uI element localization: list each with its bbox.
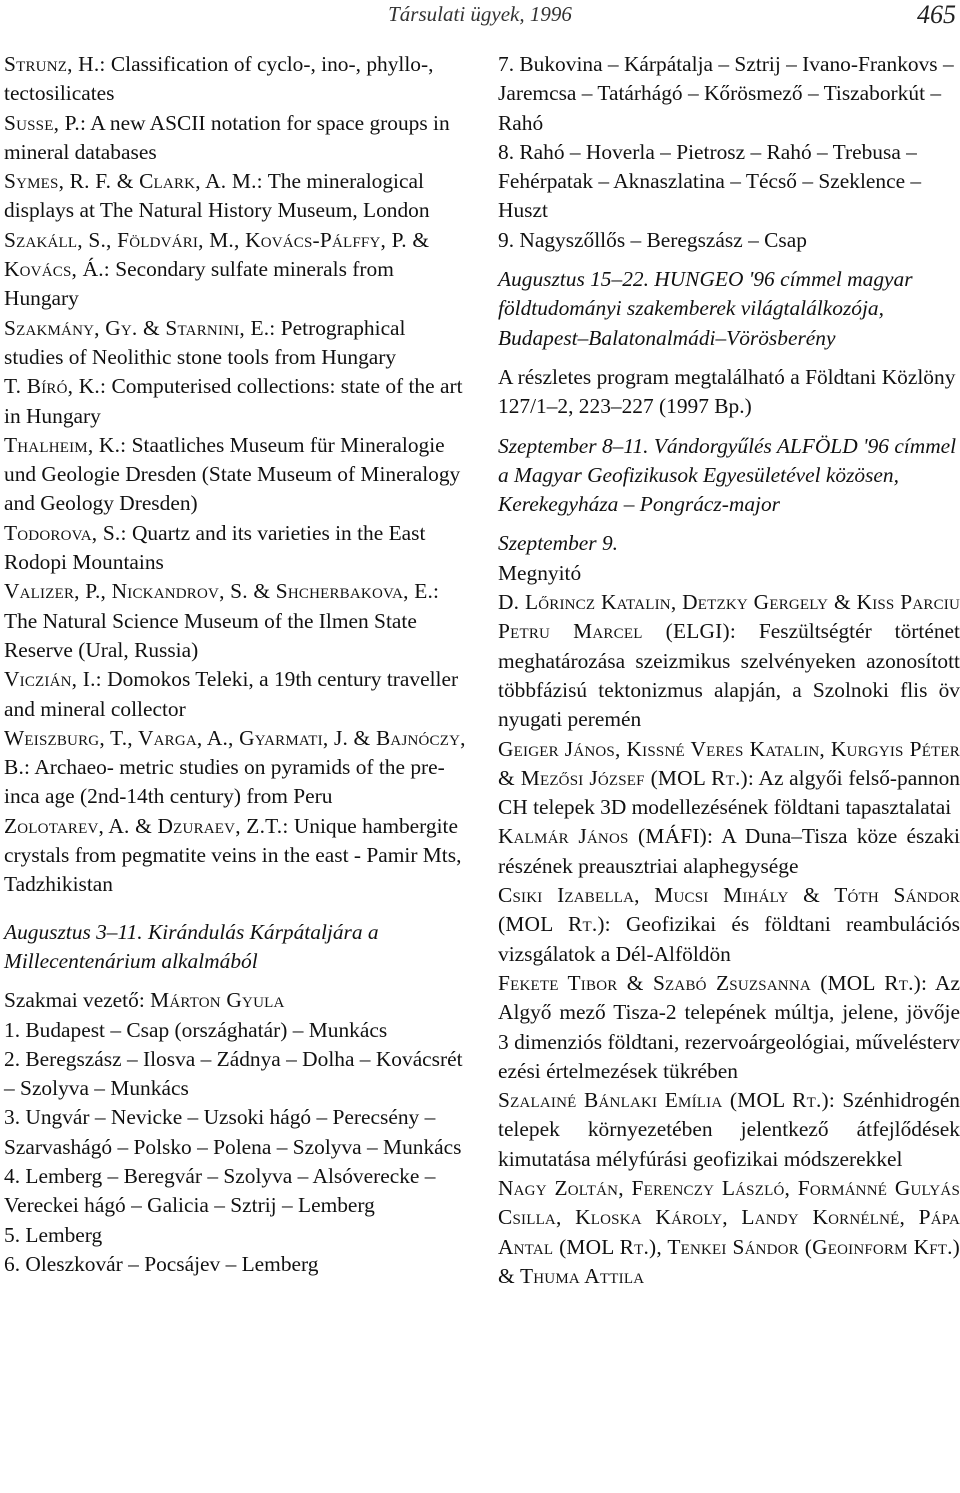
author: Kalmár János (MÁFI): [498,824,714,849]
author: Thalheim, K.: [4,432,127,457]
route-item: 5. Lemberg [4,1222,103,1247]
author: Szakáll, S., Földvári, M., Kovács-Pálffy, P. & Kovács, Á.: [4,227,430,282]
author: Szakmány, Gy. & Starnini, E.: [4,315,276,340]
paper-title: Staatliches Museum für Mineralogie und Geologie Dresden (State Museum of Mineralogy and Geology Dresden) [4,432,461,516]
list-item [4,226,466,314]
list-item [4,314,466,373]
route-item: 7. Bukovina – Kárpátalja – Sztrij – Ivano-Frankovs – Jaremcsa – Tatárhágó – Kőrösmező – Tiszaborkút – Rahó [498,52,954,135]
paper-title: Classification of cyclo-, ino-, phyllo-, tectosilicates [4,52,434,106]
author: T. Bíró, K.: [4,374,107,399]
route-item: 6. Oleszkovár – Pocsájev – Lemberg [4,1251,319,1276]
opening-label: Megnyitó [498,560,582,585]
author: Fekete Tibor & Szabó Zsuzsanna (MOL Rt.): [498,970,928,995]
list-item [4,50,466,109]
paper-title: The Natural Science Museum of the Ilmen State Reserve (Ural, Russia) [4,608,417,662]
list-item [4,109,466,168]
list-item [4,665,466,724]
hungeo-note: A részletes program megtalálható a Földtani Közlöny 127/1–2, 223–227 (1997 Bp.) [498,364,956,419]
spacer [4,900,466,918]
author: Todorova, S.: [4,520,127,545]
sept9-section [498,529,960,1291]
vandorgyules-title: Vándorgyűlés ALFÖLD '96 címmel a Magyar Geofizikusok Egyesületével közösen, Kerekegyháza – Pongrácz-major [498,433,957,517]
author: Szalainé Bánlaki Emília (MOL Rt.): [498,1088,836,1113]
route-item: 9. Nagyszőllős – Beregszász – Csap [498,227,807,252]
route-item: 2. Beregszász – Ilosva – Zádnya – Dolha – Kovácsrét – Szolyva – Munkács [4,1046,463,1101]
paper-title: Secondary sulfate minerals from Hungary [4,257,394,311]
page-number: 465 [917,0,956,29]
paper-title: A new ASCII notation for space groups in mineral databases [4,110,450,164]
excursion-title: Kirándulás Kárpátaljára a Millecentenárium alkalmából [4,919,379,973]
talk-title: A Duna–Tisza köze északi részének preausztriai alaphegysége [498,824,960,878]
vandorgyules-section [498,432,960,520]
route-item: 3. Ungvár – Nevicke – Uzsoki hágó – Perecsény – Szarvashágó – Polsko – Polena – Szolyva – Munkács [4,1105,462,1159]
running-title: Társulati ügyek, 1996 [388,2,572,26]
vandorgyules-date: Szeptember 8–11. [498,433,649,458]
author: Viczián, I.: [4,667,102,692]
running-header [0,0,960,36]
paper-title: Unique hambergite crystals from pegmatite veins in the east - Pamir Mts, Tadzhikistan [4,813,462,897]
author: Susse, P.: [4,110,87,135]
list-item [4,812,466,900]
paper-list [4,50,466,900]
author: Geiger János, Kissné Veres Katalin, Kurgyis Péter & Mezősi József (MOL Rt.): [498,736,960,790]
spacer [4,976,466,986]
paper-title: The mineralogical displays at The Natural History Museum, London [4,169,430,223]
paper-title: Computerised collections: state of the art in Hungary [4,374,463,428]
hungeo-section [498,265,960,421]
list-item [4,724,466,812]
talk-title: Az Algyő mező Tisza-2 telepének múltja, jelene, jövője 3 dimenziós földtani, rezervoárgeológiai, művelésterv​ezési értelmezések tükrében [498,970,960,1083]
hungeo-title: HUNGEO '96 címmel magyar földtudományi szakemberek világtalálkozója, Budapest–Balatonalmádi–Vörösberény [498,267,913,350]
author: Strunz, H.: [4,52,106,76]
author: D. Lőrincz Katalin, Detzky Gergely & Kiss Parciu Petru Marcel (ELGI): [498,590,960,644]
spacer [498,255,960,265]
route-item: 8. Rahó – Hoverla – Pietrosz – Rahó – Trebusa – Fehérpatak – Aknaszlatina – Técső – Szeklence – Huszt [498,139,922,223]
author: Nagy Zoltán, Ferenczy László, Formánné Gulyás Csilla, Kloska Károly, Landy Kornélné, Pápa Antal (MOL Rt.), Tenkei Sándor (Geoinform Kft.) & Thuma Attila [498,1175,960,1288]
talk-item [498,1086,960,1174]
talk-title: Feszültségtér történet meghatározása szeizmikus szelvényeken azonosított többfázisú tektonizmus alapján, a Szolnoki flis öv nyugati peremén [498,619,960,732]
author: Weiszburg, T., Varga, A., Gyarmati, J. & Bajnóczy, B.: [4,725,466,780]
hungeo-date: Augusztus 15–22. [498,267,649,292]
list-item [4,431,466,519]
spacer [498,353,960,363]
list-item [4,167,466,226]
list-item [4,519,466,578]
author: Zolotarev, A. & Dzuraev, Z.T.: [4,813,289,838]
excursion-heading [4,918,466,977]
talk-item [498,881,960,969]
talk-title: Szénhidrogén telepek környezetében jelentkező átfejlődések kimutatása mélyfúrási geofizikai módszerekkel [498,1088,960,1171]
paper-title: Archaeo- metric studies on pyramids of the pre-inca age (2nd-14th century) from Peru [4,755,445,809]
paper-title: Petrographical studies of Neolithic stone tools from Hungary [4,315,406,369]
route-item: 4. Lemberg – Beregvár – Szolyva – Alsóverecke – Vereckei hágó – Galicia – Sztrij – Lemberg [4,1163,436,1218]
author: Valizer, P., Nickandrov, S. & Shcherbakova, E.: [4,579,440,604]
talk-item [498,735,960,823]
left-column [4,50,466,1279]
route-item: 1. Budapest – Csap (országhatár) – Munkács [4,1017,388,1042]
sept9-date: Szeptember 9. [498,531,618,556]
spacer [498,519,960,529]
excursion-leader [4,986,466,1015]
talk-item [498,822,960,881]
talk-title: Az algyői felső-pannon CH telepek 3D modellezésének földtani tapasztalatai [498,765,960,820]
right-column [498,50,960,1291]
paper-title: Domokos Teleki, a 19th century traveller and mineral collector [4,667,459,721]
route-list-continued [498,50,960,255]
leader-label: Szakmai vezető: [4,988,151,1013]
author: Csiki Izabella, Mucsi Mihály & Tóth Sándor (MOL Rt.): [498,883,960,937]
talk-title: Geofizikai és földtani reambulációs vizsgálatok a Dél-Alföldön [498,912,960,966]
excursion-date: Augusztus 3–11. [4,919,143,944]
author: Symes, R. F. & Clark, A. M.: [4,169,263,194]
paper-title: Quartz and its varieties in the East Rodopi Mountains [4,520,426,575]
list-item [4,372,466,431]
spacer [498,422,960,432]
list-item [4,577,466,665]
talk-item [498,1174,960,1291]
vandorgyules-heading [498,432,960,520]
excursion-section [4,918,466,1280]
talk-item [498,588,960,734]
hungeo-heading [498,265,960,353]
talk-item [498,969,960,1086]
leader-name: Márton Gyula [150,988,285,1013]
